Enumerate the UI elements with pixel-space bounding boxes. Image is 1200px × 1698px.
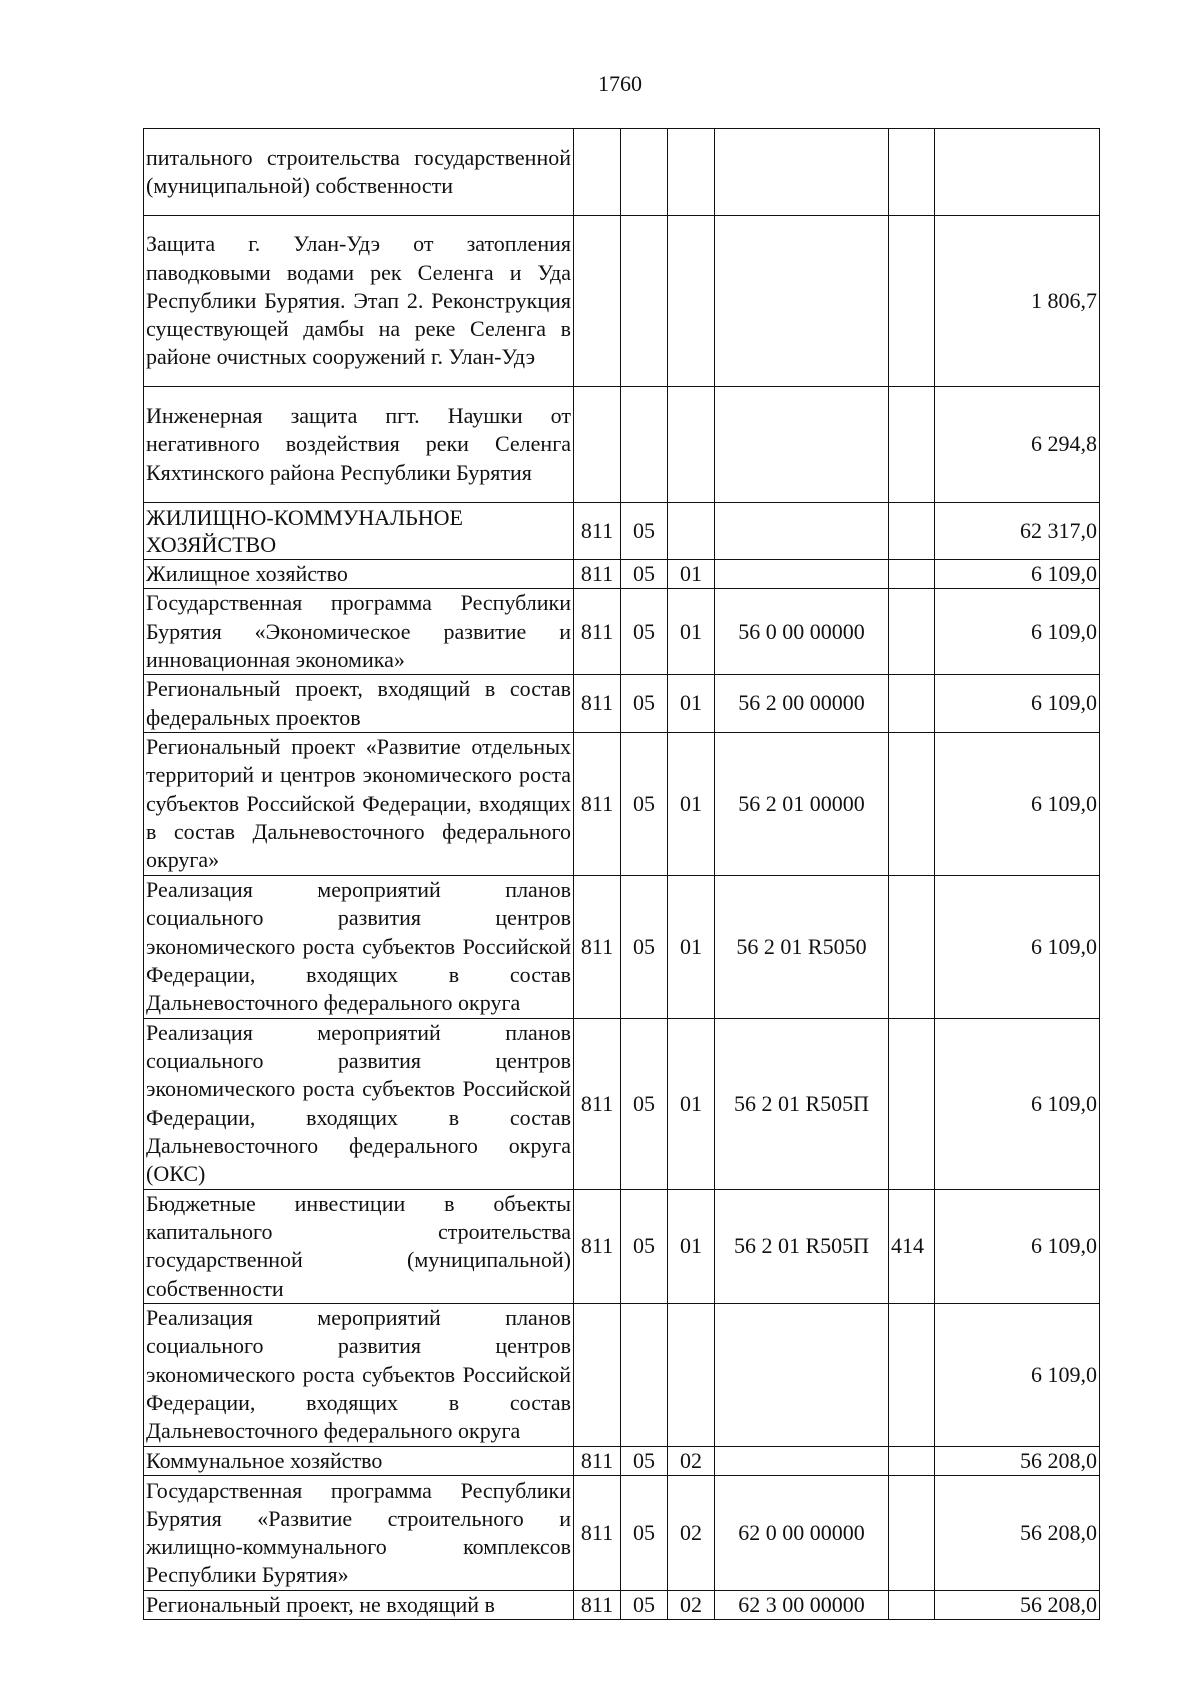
- subsection-code: [668, 216, 715, 387]
- target-code: [715, 560, 889, 589]
- amount: 56 208,0: [935, 1591, 1100, 1620]
- expense-type-code: [889, 1018, 935, 1189]
- row-name: Реализация мероприятий планов социального развития центров экономического роста субъектов Российской Федерации, входящих в состав Дальневосточного федерального округа: [144, 875, 574, 1018]
- target-code: 56 2 01 00000: [715, 732, 889, 875]
- expense-type-code: 414: [889, 1189, 935, 1303]
- section-code: 05: [621, 732, 668, 875]
- ministry-code: 811: [574, 560, 621, 589]
- ministry-code: 811: [574, 1018, 621, 1189]
- amount: 6 109,0: [935, 1189, 1100, 1303]
- ministry-code: [574, 129, 621, 216]
- expense-type-code: [889, 1476, 935, 1591]
- row-name: Инженерная защита пгт. Наушки от негативного воздействия реки Селенга Кяхтинского района Республики Бурятия: [144, 387, 574, 503]
- amount: 6 294,8: [935, 387, 1100, 503]
- target-code: 56 2 00 00000: [715, 675, 889, 733]
- table-row: [144, 589, 1100, 675]
- amount: 56 208,0: [935, 1446, 1100, 1475]
- ministry-code: 811: [574, 675, 621, 733]
- table-row: [144, 875, 1100, 1018]
- subsection-code: 01: [668, 589, 715, 675]
- section-code: 05: [621, 589, 668, 675]
- target-code: 56 2 01 R505П: [715, 1189, 889, 1303]
- amount: 6 109,0: [935, 675, 1100, 733]
- section-code: [621, 129, 668, 216]
- row-name: Государственная программа Республики Бурятия «Экономическое развитие и инновационная экономика»: [144, 589, 574, 675]
- table-row: [144, 387, 1100, 503]
- expense-type-code: [889, 732, 935, 875]
- ministry-code: 811: [574, 589, 621, 675]
- ministry-code: 811: [574, 1189, 621, 1303]
- subsection-code: [668, 1303, 715, 1446]
- section-code: 05: [621, 1189, 668, 1303]
- amount: 56 208,0: [935, 1476, 1100, 1591]
- table-row: [144, 1018, 1100, 1189]
- expense-type-code: [889, 589, 935, 675]
- subsection-code: [668, 129, 715, 216]
- row-name: Бюджетные инвестиции в объекты капитального строительства государственной (муниципальной) собственности: [144, 1189, 574, 1303]
- section-code: [621, 216, 668, 387]
- amount: 62 317,0: [935, 503, 1100, 560]
- subsection-code: 02: [668, 1476, 715, 1591]
- row-name: Государственная программа Республики Бурятия «Развитие строительного и жилищно-коммунального комплексов Республики Бурятия»: [144, 1476, 574, 1591]
- row-name: Коммунальное хозяйство: [144, 1446, 574, 1475]
- ministry-code: 811: [574, 1476, 621, 1591]
- target-code: [715, 1446, 889, 1475]
- amount: 6 109,0: [935, 589, 1100, 675]
- target-code: 62 3 00 00000: [715, 1591, 889, 1620]
- subsection-code: 01: [668, 560, 715, 589]
- target-code: [715, 1303, 889, 1446]
- subsection-code: 01: [668, 732, 715, 875]
- ministry-code: 811: [574, 875, 621, 1018]
- row-name: питального строительства государственной (муниципальной) собственности: [144, 129, 574, 216]
- row-name: Реализация мероприятий планов социального развития центров экономического роста субъектов Российской Федерации, входящих в состав Дальневосточного федерального округа (ОКС): [144, 1018, 574, 1189]
- row-name: Региональный проект «Развитие отдельных территорий и центров экономического роста субъектов Российской Федерации, входящих в состав Дальневосточного федерального округа»: [144, 732, 574, 875]
- subsection-code: 02: [668, 1591, 715, 1620]
- section-code: 05: [621, 1476, 668, 1591]
- table-row: [144, 1189, 1100, 1303]
- expense-type-code: [889, 875, 935, 1018]
- expense-type-code: [889, 503, 935, 560]
- row-name: Жилищное хозяйство: [144, 560, 574, 589]
- table-row: [144, 1476, 1100, 1591]
- row-name: Региональный проект, не входящий в: [144, 1591, 574, 1620]
- row-name: Реализация мероприятий планов социального развития центров экономического роста субъектов Российской Федерации, входящих в состав Дальневосточного федерального округа: [144, 1303, 574, 1446]
- expense-type-code: [889, 1591, 935, 1620]
- expense-type-code: [889, 216, 935, 387]
- table-row: [144, 1446, 1100, 1475]
- table-row: [144, 560, 1100, 589]
- target-code: 56 2 01 R5050: [715, 875, 889, 1018]
- amount: [935, 129, 1100, 216]
- amount: 1 806,7: [935, 216, 1100, 387]
- target-code: 62 0 00 00000: [715, 1476, 889, 1591]
- ministry-code: [574, 387, 621, 503]
- ministry-code: [574, 1303, 621, 1446]
- table-row: [144, 732, 1100, 875]
- subsection-code: 01: [668, 875, 715, 1018]
- section-code: 05: [621, 503, 668, 560]
- section-code: 05: [621, 1446, 668, 1475]
- target-code: [715, 129, 889, 216]
- subsection-code: 02: [668, 1446, 715, 1475]
- expense-type-code: [889, 675, 935, 733]
- expense-type-code: [889, 387, 935, 503]
- section-code: [621, 387, 668, 503]
- subsection-code: 01: [668, 1018, 715, 1189]
- expense-type-code: [889, 129, 935, 216]
- table-row: [144, 503, 1100, 560]
- ministry-code: 811: [574, 732, 621, 875]
- row-name: Региональный проект, входящий в состав федеральных проектов: [144, 675, 574, 733]
- target-code: [715, 216, 889, 387]
- table-row: [144, 1591, 1100, 1620]
- section-code: 05: [621, 560, 668, 589]
- section-code: 05: [621, 1018, 668, 1189]
- table-row: [144, 675, 1100, 733]
- amount: 6 109,0: [935, 732, 1100, 875]
- amount: 6 109,0: [935, 1303, 1100, 1446]
- row-name: ЖИЛИЩНО-КОММУНАЛЬНОЕ ХОЗЯЙСТВО: [144, 503, 574, 560]
- ministry-code: 811: [574, 503, 621, 560]
- amount: 6 109,0: [935, 875, 1100, 1018]
- subsection-code: 01: [668, 1189, 715, 1303]
- ministry-code: 811: [574, 1446, 621, 1475]
- target-code: 56 2 01 R505П: [715, 1018, 889, 1189]
- expense-type-code: [889, 1446, 935, 1475]
- subsection-code: 01: [668, 675, 715, 733]
- ministry-code: 811: [574, 1591, 621, 1620]
- target-code: 56 0 00 00000: [715, 589, 889, 675]
- table-row: [144, 216, 1100, 387]
- section-code: 05: [621, 875, 668, 1018]
- table-row: [144, 129, 1100, 216]
- target-code: [715, 387, 889, 503]
- section-code: 05: [621, 675, 668, 733]
- table-row: [144, 1303, 1100, 1446]
- budget-table: [143, 128, 1100, 1620]
- row-name: Защита г. Улан-Удэ от затопления паводковыми водами рек Селенга и Уда Республики Бурятия. Этап 2. Реконструкция существующей дамбы на реке Селенга в районе очистных сооружений г. Улан-Удэ: [144, 216, 574, 387]
- subsection-code: [668, 387, 715, 503]
- expense-type-code: [889, 1303, 935, 1446]
- page-number: 1760: [598, 71, 642, 96]
- section-code: 05: [621, 1591, 668, 1620]
- target-code: [715, 503, 889, 560]
- section-code: [621, 1303, 668, 1446]
- subsection-code: [668, 503, 715, 560]
- amount: 6 109,0: [935, 1018, 1100, 1189]
- ministry-code: [574, 216, 621, 387]
- amount: 6 109,0: [935, 560, 1100, 589]
- expense-type-code: [889, 560, 935, 589]
